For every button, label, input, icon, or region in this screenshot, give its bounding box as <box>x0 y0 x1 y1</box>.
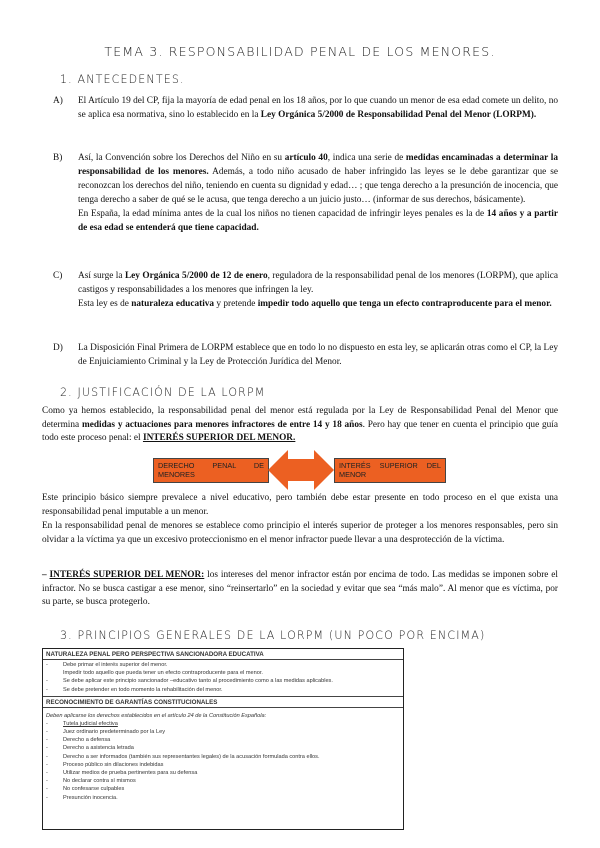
table-row <box>43 744 403 752</box>
item-text-continued <box>78 297 558 311</box>
double-arrow-icon <box>268 450 334 490</box>
text-run: Como ya hemos establecido, la responsabilidad penal del menor está regulada por la Ley de Responsabilidad Penal del Menor que determina <box>42 406 558 430</box>
paragraph-text <box>42 569 558 610</box>
table-row <box>43 753 403 761</box>
text-run: 14 años y a partir de esa edad se entenderá que tiene capacidad. <box>78 209 558 233</box>
text-run: medidas encaminadas a determinar la responsabilidad de los menores. <box>78 153 558 177</box>
row-text: Derecho a defensa <box>63 737 111 744</box>
text-run: Así, la Convención sobre los Derechos del Niño en su <box>78 153 285 163</box>
item-label: D) <box>53 343 63 353</box>
section-2-paragraph-2 <box>42 492 558 519</box>
row-text: Presunción inocencia. <box>63 794 118 801</box>
row-text: Proceso público sin dilaciones indebidas <box>63 761 164 768</box>
box-left-text: DERECHO PENAL DE MENORES <box>158 461 264 479</box>
row-bullet: - <box>46 786 48 793</box>
text-run: INTERÉS SUPERIOR DEL MENOR: <box>49 570 205 580</box>
section-1-heading: 1. ANTECEDENTES. <box>60 72 185 86</box>
text-run: En la responsabilidad penal de menores se establece como principio el interés superior de proteger a los menores responsables, pero sin olvidar a la víctima ya que un excesivo proteccionismo en el menor infractor puede llevar a una desprotección de la víctima. <box>42 521 558 545</box>
text-run: Así surge la <box>78 271 125 281</box>
row-text: No declarar contra sí mismos <box>63 778 136 785</box>
row-bullet: - <box>46 678 48 685</box>
item-label: B) <box>53 153 63 163</box>
text-run: Ley Orgánica 5/2000 de 12 de enero <box>124 271 268 281</box>
row-text: Utilizar medios de prueba pertinentes para su defensa <box>63 770 198 777</box>
row-text: Se debe pretender en todo momento la rehabilitación del menor. <box>63 686 223 693</box>
double-arrow-shape <box>268 450 334 490</box>
row-text: Debe primar el interés superior del menor. <box>63 662 168 668</box>
table-row <box>43 761 403 769</box>
table-row <box>43 720 403 728</box>
item-text-continued <box>78 207 558 235</box>
text-run: los intereses del menor infractor están por encima de todo. Las medidas se imponen sobre el infractor. No se busca castigar a ese menor, sino “reinsertarlo” en la sociedad y evitar que sea “más malo”. Al menor que es víctima, por su parte, se busca protegerlo. <box>42 570 559 607</box>
section-2-paragraph-3 <box>42 520 558 547</box>
row-text: Juez ordinario predeterminado por la Ley <box>63 729 165 736</box>
row-bullet: - <box>46 737 48 744</box>
text-run: La Disposición Final Primera de LORPM establece que en todo lo no dispuesto en esta ley, se aplicarán otras como el CP, la Ley de Enjuiciamiento Criminal y la Ley de Protección Jurídica del Menor. <box>78 343 558 367</box>
row-text: Se debe aplicar este principio sancionador –educativo tanto al procedimiento como a las medidas aplicables. <box>63 678 333 685</box>
text-run: , indica una serie de <box>327 153 406 163</box>
section-1-item-c <box>54 269 558 311</box>
text-run: Además, a todo niño acusado de haber infringido las leyes se le debe garantizar que se reconozcan los derechos del niño, teniendo en cuenta su dignidad y edad… ; que tenga derecho a la presunción de inocencia, que tenga derecho a saber de qué se le acusa, que tenga derecho a un juicio justo… (informar de sus derechos, básicamente). <box>78 167 559 205</box>
section-1-item-a <box>54 94 558 122</box>
table-row <box>43 686 403 694</box>
text-run: artículo 40 <box>284 153 328 163</box>
row-bullet: - <box>46 720 48 727</box>
text-run: medidas y actuaciones para menores infractores de entre 14 y 18 años <box>81 419 363 430</box>
section-1-item-d <box>54 341 558 369</box>
row-bullet: - <box>46 686 48 693</box>
row-text: Derecho a ser informados (también sus representantes legales) de la acusación formulada contra ellos. <box>63 753 320 760</box>
paragraph-text <box>42 492 558 519</box>
text-run: – <box>42 570 50 580</box>
row-bullet: - <box>46 662 48 668</box>
table-row <box>43 661 403 669</box>
table-section-naturaleza <box>43 660 403 697</box>
row-bullet: - <box>46 729 48 736</box>
item-text <box>78 94 558 122</box>
table-row <box>43 777 403 785</box>
row-bullet: - <box>46 778 48 785</box>
text-run: , reguladora de la responsabilidad penal de los menores (LORPM), que aplica castigos y responsabilidades a los menores que infringen la ley. <box>78 271 558 295</box>
table-intro-text: Deben aplicarse los derechos establecidos en el artículo 24 de la Constitución Española: <box>46 712 267 719</box>
row-bullet: - <box>46 794 48 801</box>
item-label: A) <box>53 96 63 106</box>
item-text <box>78 151 558 207</box>
table-header-garantias: RECONOCIMIENTO DE GARANTÍAS CONSTITUCIONALES <box>43 697 403 708</box>
text-run: En España, la edad mínima antes de la cual los niños no tienen capacidad de infringir leyes penales es la de <box>78 209 487 219</box>
text-run: Este principio básico siempre prevalece a nivel educativo, pero también debe estar presente en todo proceso en el que exista una responsabilidad penal imputable a un menor. <box>42 493 558 517</box>
section-2-paragraph-1 <box>42 405 558 446</box>
row-bullet: - <box>46 745 48 752</box>
row-bullet: - <box>46 761 48 768</box>
row-text: Impedir todo aquello que pueda tener un efecto contraproducente para el menor. <box>63 670 263 677</box>
row-text: Tutela judicial efectiva <box>63 720 118 727</box>
paragraph-text <box>42 520 558 547</box>
row-text: No confesarse culpables <box>63 786 125 793</box>
text-run: naturaleza educativa <box>131 299 215 309</box>
table-row <box>43 794 403 802</box>
box-interes-superior-menor <box>334 458 446 483</box>
table-header-naturaleza: NATURALEZA PENAL PERO PERSPECTIVA SANCIONADORA EDUCATIVA <box>43 649 403 660</box>
table-row <box>43 736 403 744</box>
text-run: impedir todo aquello que tenga un efecto contraproducente para el menor. <box>257 299 552 309</box>
table-row <box>43 769 403 777</box>
box-derecho-penal-menores <box>153 458 269 483</box>
text-run: . Pero hay que tener en cuenta el principio que guía todo este proceso penal: el <box>42 419 558 443</box>
section-3-heading: 3. PRINCIPIOS GENERALES DE LA LORPM (UN POCO POR ENCIMA) <box>60 628 486 642</box>
box-right-text: INTERÉS SUPERIOR DEL MENOR <box>339 461 441 479</box>
row-text: Derecho a asistencia letrada <box>63 745 134 752</box>
section-1-item-b <box>54 151 558 235</box>
text-run: Esta ley es de <box>78 299 132 309</box>
row-bullet <box>43 669 63 677</box>
paragraph-text <box>42 405 558 446</box>
section-2-heading: 2. JUSTIFICACIÓN DE LA LORPM <box>60 385 266 399</box>
text-run: INTERÉS SUPERIOR DEL MENOR. <box>142 433 296 443</box>
text-run: y pretende <box>214 299 258 309</box>
document-title: TEMA 3. RESPONSABILIDAD PENAL DE LOS MENORES. <box>104 44 496 59</box>
table-row <box>43 677 403 685</box>
text-run: El Artículo 19 del CP, fija la mayoría de edad penal en los 18 años, por lo que cuando un menor de esa edad comete un delito, no se aplica esa normativa, sino lo establecido en la <box>78 96 558 120</box>
principles-table <box>42 648 404 830</box>
row-bullet: - <box>46 770 48 777</box>
table-row <box>43 669 403 677</box>
row-bullet: - <box>46 753 48 760</box>
text-run: Ley Orgánica 5/2000 de Responsabilidad Penal del Menor (LORPM). <box>260 110 537 120</box>
section-2-paragraph-4 <box>42 569 558 610</box>
item-text <box>78 269 558 297</box>
table-section-garantias <box>43 720 403 802</box>
table-row <box>43 728 403 736</box>
item-text <box>78 341 558 369</box>
table-row <box>43 785 403 793</box>
item-label: C) <box>53 271 63 281</box>
